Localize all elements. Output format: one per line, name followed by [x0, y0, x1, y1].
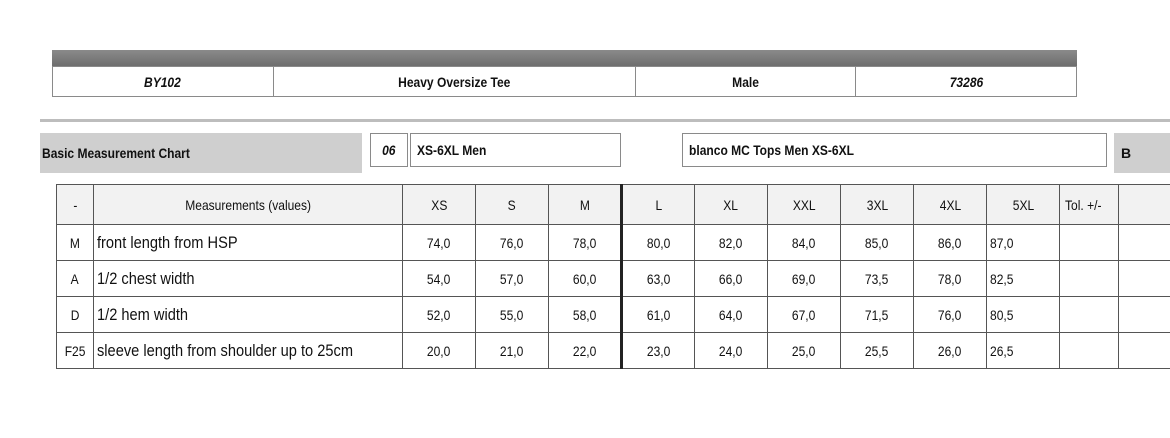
- value-cell: [476, 225, 549, 261]
- name-header: [94, 185, 403, 225]
- value-text: 78,0: [938, 270, 962, 287]
- value-cell: [914, 333, 987, 369]
- value-cell: [841, 297, 914, 333]
- value-cell: [987, 225, 1060, 261]
- table-row: [57, 261, 1170, 297]
- row-code-text: A: [70, 270, 80, 287]
- size-header: [403, 185, 476, 225]
- size-header: [476, 185, 549, 225]
- value-cell: [695, 297, 768, 333]
- value-text: 25,5: [865, 342, 889, 359]
- row-name: [94, 333, 403, 369]
- style-code-cell: [53, 67, 274, 96]
- row-name-text: sleeve length from shoulder up to 25cm: [97, 340, 353, 360]
- value-text: 80,0: [646, 234, 671, 251]
- value-cell: [403, 333, 476, 369]
- size-header-text: 5XL: [1012, 196, 1034, 213]
- chart-title: Basic Measurement Chart: [42, 145, 190, 161]
- value-cell: [622, 333, 695, 369]
- value-cell: [987, 297, 1060, 333]
- value-text: 87,0: [990, 234, 1014, 251]
- value-cell: [841, 225, 914, 261]
- supplier-cell: [856, 67, 1076, 96]
- style-header-bar: [52, 50, 1077, 66]
- value-text: 76,0: [938, 306, 962, 323]
- value-text: 66,0: [719, 270, 743, 287]
- tolerance-cell: [1060, 297, 1119, 333]
- size-header: [987, 185, 1060, 225]
- value-text: 25,0: [792, 342, 816, 359]
- value-text: 55,0: [500, 306, 524, 323]
- value-text: 71,5: [865, 306, 889, 323]
- value-text: 84,0: [792, 234, 816, 251]
- value-text: 20,0: [427, 342, 451, 359]
- value-text: 64,0: [719, 306, 743, 323]
- code-header-text: -: [72, 196, 78, 213]
- section-divider: [40, 119, 1170, 122]
- row-code-text: D: [70, 306, 80, 323]
- value-text: 26,0: [938, 342, 962, 359]
- value-text: 74,0: [427, 234, 451, 251]
- empty-cell: [1119, 333, 1170, 369]
- style-info-row: [52, 66, 1077, 97]
- value-cell: [768, 261, 841, 297]
- size-header-text: M: [579, 196, 590, 213]
- empty-cell: [1119, 185, 1170, 225]
- value-cell: [476, 333, 549, 369]
- gender-cell: [636, 67, 857, 96]
- row-code-text: F25: [64, 342, 86, 359]
- size-header: [768, 185, 841, 225]
- tolerance-cell: [1060, 333, 1119, 369]
- value-cell: [476, 297, 549, 333]
- value-cell: [622, 297, 695, 333]
- value-cell: [403, 225, 476, 261]
- value-text: 58,0: [572, 306, 597, 323]
- style-code: BY102: [144, 73, 182, 90]
- row-name: [94, 297, 403, 333]
- value-cell: [914, 297, 987, 333]
- size-header-text: L: [655, 196, 662, 213]
- value-cell: [622, 261, 695, 297]
- value-cell: [403, 261, 476, 297]
- row-code: [57, 333, 94, 369]
- value-text: 22,0: [572, 342, 597, 359]
- size-header-text: 4XL: [939, 196, 961, 213]
- size-header: [914, 185, 987, 225]
- value-cell: [549, 261, 622, 297]
- row-name: [94, 261, 403, 297]
- value-cell: [622, 225, 695, 261]
- value-cell: [549, 333, 622, 369]
- value-cell: [695, 261, 768, 297]
- row-code-text: M: [69, 234, 81, 251]
- code-header: [57, 185, 94, 225]
- value-text: 52,0: [427, 306, 451, 323]
- chart-title-cell: [40, 133, 362, 173]
- value-cell: [914, 261, 987, 297]
- value-cell: [403, 297, 476, 333]
- value-cell: [914, 225, 987, 261]
- value-text: 82,0: [719, 234, 743, 251]
- value-text: 63,0: [646, 270, 671, 287]
- table-header-row: [57, 185, 1170, 225]
- tolerance-cell: [1060, 225, 1119, 261]
- tolerance-header: [1060, 185, 1119, 225]
- size-header-text: S: [507, 196, 517, 213]
- empty-cell: [1119, 225, 1170, 261]
- value-text: 82,5: [990, 270, 1014, 287]
- value-cell: [768, 297, 841, 333]
- row-code: [57, 261, 94, 297]
- value-cell: [768, 333, 841, 369]
- value-text: 69,0: [792, 270, 816, 287]
- value-text: 23,0: [646, 342, 671, 359]
- value-cell: [476, 261, 549, 297]
- row-name: [94, 225, 403, 261]
- size-header: [695, 185, 768, 225]
- empty-cell: [1119, 261, 1170, 297]
- row-name-text: 1/2 chest width: [97, 268, 195, 288]
- value-text: 73,5: [865, 270, 889, 287]
- chart-number-cell: [370, 133, 408, 167]
- empty-cell: [1119, 297, 1170, 333]
- size-header-text: XXL: [792, 196, 816, 213]
- style-name-cell: [274, 67, 636, 96]
- value-text: 57,0: [500, 270, 524, 287]
- size-header: [622, 185, 695, 225]
- table-row: [57, 333, 1170, 369]
- size-header-text: 3XL: [866, 196, 888, 213]
- edge-label: B: [1121, 145, 1132, 161]
- table-row: [57, 225, 1170, 261]
- gender: Male: [732, 73, 760, 90]
- value-cell: [549, 225, 622, 261]
- template-cell: [682, 133, 1107, 167]
- value-text: 21,0: [500, 342, 524, 359]
- tolerance-cell: [1060, 261, 1119, 297]
- row-code: [57, 297, 94, 333]
- value-text: 80,5: [990, 306, 1014, 323]
- value-cell: [549, 297, 622, 333]
- name-header-text: Measurements (values): [185, 196, 311, 213]
- size-header: [549, 185, 622, 225]
- value-cell: [695, 225, 768, 261]
- value-text: 67,0: [792, 306, 816, 323]
- size-header-text: XL: [723, 196, 739, 213]
- size-range-cell: [410, 133, 621, 167]
- supplier: 73286: [949, 73, 983, 90]
- row-name-text: 1/2 hem width: [97, 304, 189, 324]
- value-cell: [768, 225, 841, 261]
- measurement-table: [56, 184, 1170, 377]
- value-text: 60,0: [572, 270, 597, 287]
- tolerance-header-text: Tol. +/-: [1065, 196, 1102, 213]
- value-cell: [841, 261, 914, 297]
- value-cell: [695, 333, 768, 369]
- value-cell: [987, 261, 1060, 297]
- value-text: 85,0: [865, 234, 889, 251]
- value-cell: [841, 333, 914, 369]
- edge-cell: [1114, 133, 1170, 173]
- value-cell: [987, 333, 1060, 369]
- size-range: XS-6XL Men: [417, 142, 487, 158]
- size-header-text: XS: [430, 196, 448, 213]
- table-row: [57, 297, 1170, 333]
- value-text: 86,0: [938, 234, 962, 251]
- value-text: 78,0: [572, 234, 597, 251]
- chart-number: 06: [382, 142, 396, 158]
- value-text: 54,0: [427, 270, 451, 287]
- row-name-text: front length from HSP: [97, 232, 238, 252]
- value-text: 26,5: [990, 342, 1014, 359]
- template-name: blanco MC Tops Men XS-6XL: [689, 142, 855, 158]
- row-code: [57, 225, 94, 261]
- value-text: 24,0: [719, 342, 743, 359]
- style-name: Heavy Oversize Tee: [398, 73, 511, 90]
- size-header: [841, 185, 914, 225]
- value-text: 61,0: [646, 306, 671, 323]
- value-text: 76,0: [500, 234, 524, 251]
